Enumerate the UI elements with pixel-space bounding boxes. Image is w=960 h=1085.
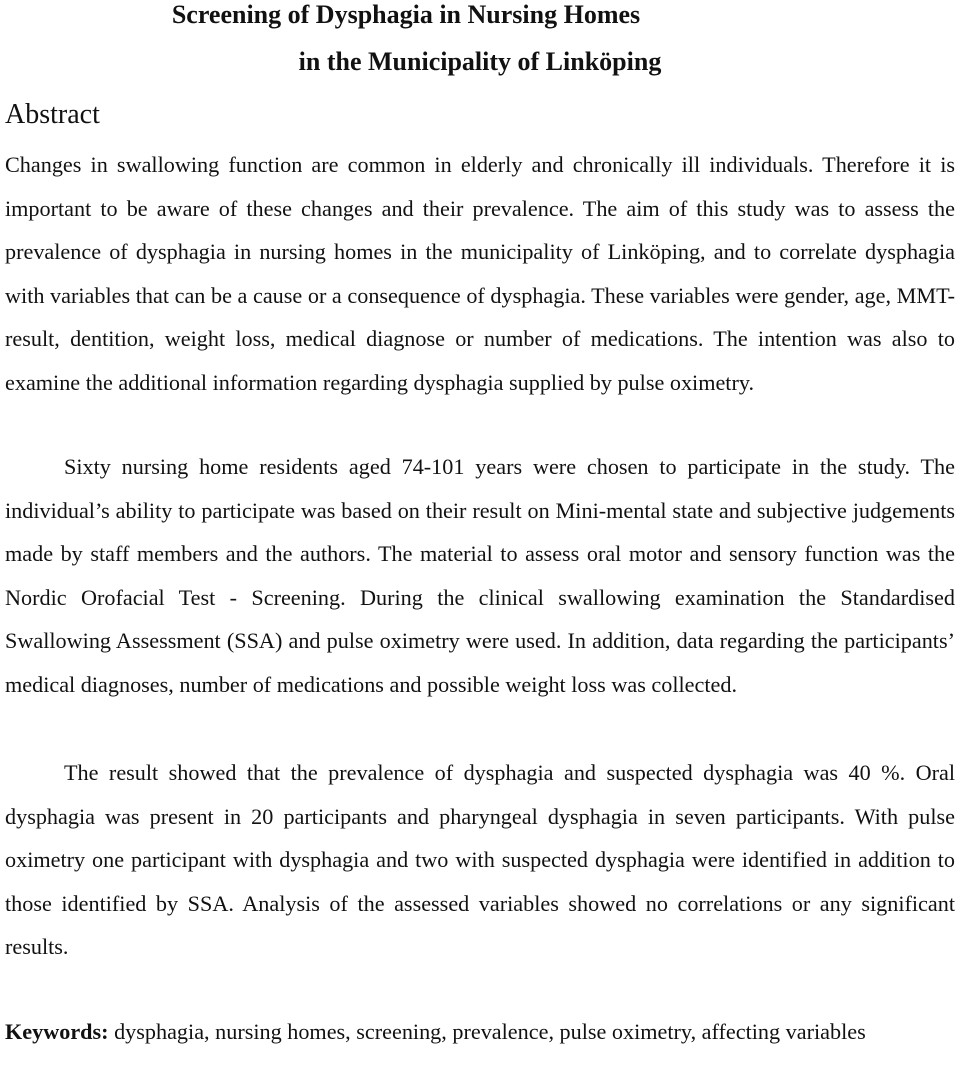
abstract-heading: Abstract <box>5 99 100 130</box>
paper-title-line-2: in the Municipality of Linköping <box>298 47 662 76</box>
abstract-paragraph-2: Sixty nursing home residents aged 74-101 years were chosen to participate in the study. The individual’s ability to participate was based on their result on Mini-mental state and subjective judgements made by staff members and the authors. The material to assess oral motor and sensory function was the Nordic Orofacial Test - Screening. During the clinical swallowing examination the Standardised Swallowing Assessment (SSA) and pulse oximetry were used. In addition, data regarding the participants’ medical diagnoses, number of medications and possible weight loss was collected. <box>5 454 955 697</box>
abstract-paragraph-3: The result showed that the prevalence of dysphagia and suspected dysphagia was 40 %. Oral dysphagia was present in 20 participants and pharyngeal dysphagia in seven participants. With pulse oximetry one participant with dysphagia and two with suspected dysphagia were identified in addition to those identified by SSA. Analysis of the assessed variables showed no correlations or any significant results. <box>5 760 955 959</box>
abstract-paragraph-1: Changes in swallowing function are common in elderly and chronically ill individuals. Therefore it is important to be aware of these changes and their prevalence. The aim of this study was to assess the prevalence of dysphagia in nursing homes in the municipality of Linköping, and to correlate dysphagia with variables that can be a cause or a consequence of dysphagia. These variables were gender, age, MMT-result, dentition, weight loss, medical diagnose or number of medications. The intention was also to examine the additional information regarding dysphagia supplied by pulse oximetry. <box>5 152 955 395</box>
keywords-line <box>5 1009 945 1055</box>
paper-title-line-1: Screening of Dysphagia in Nursing Homes <box>171 0 641 29</box>
keywords-label: Keywords: <box>5 1019 109 1044</box>
keywords-text: dysphagia, nursing homes, screening, prevalence, pulse oximetry, affecting variables <box>108 1019 866 1044</box>
